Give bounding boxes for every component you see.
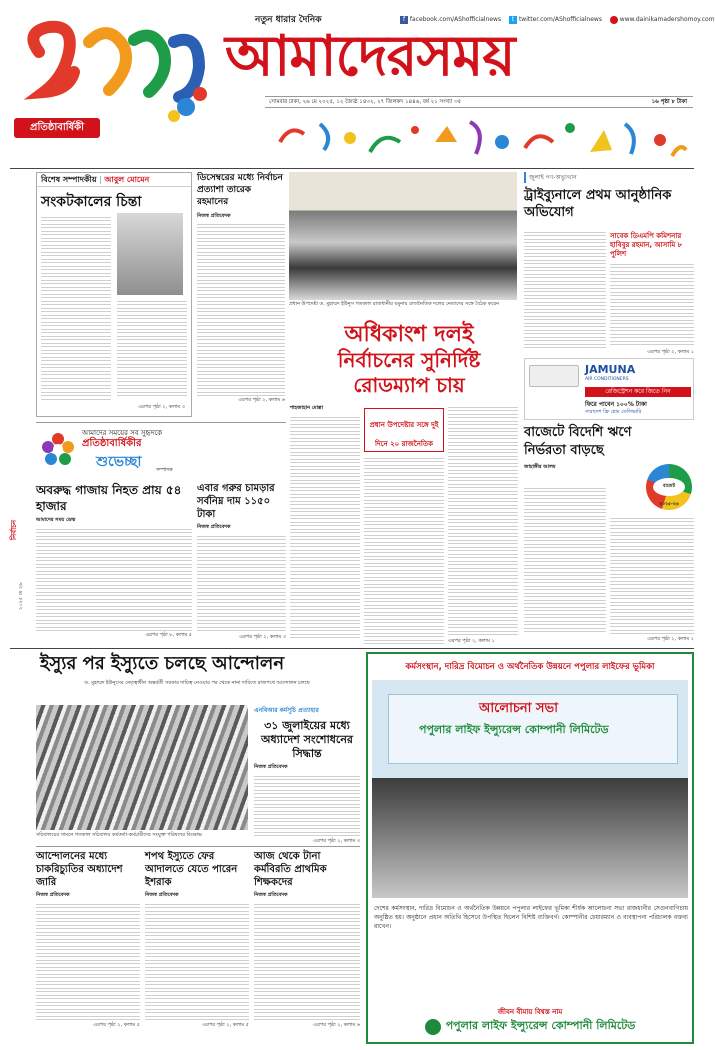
editorial-author-photo: [117, 213, 183, 295]
popular-life-ad[interactable]: [366, 652, 694, 1044]
jamuna-offer2: ফিরে পাবেন ১০০% টাকা: [585, 401, 647, 408]
lead-story-col1: [290, 405, 360, 645]
editorial-headline: সংকটকালের চিন্তা: [41, 194, 142, 210]
election-cont: এরপর পৃষ্ঠা ২, কলাম ৬: [238, 397, 285, 403]
leather-story: [197, 482, 286, 644]
editorial-box: [36, 172, 192, 417]
popular-ad-logo-icon: [425, 1019, 441, 1035]
lead-headline-line2: নির্বাচনের সুনির্দিষ্ট: [337, 348, 481, 372]
movement-headline: ইস্যুর পর ইস্যুতে চলছে আন্দোলন: [40, 653, 285, 674]
popular-ad-company: পপুলার লাইফ ইন্স্যুরেন্স কোম্পানী লিমিটেড: [445, 1019, 636, 1032]
lead-body-1: [290, 415, 360, 640]
anniversary-label: প্রতিষ্ঠাবার্ষিকী: [30, 122, 84, 133]
budget-byline: জাহাঙ্গীর আলম: [524, 464, 556, 470]
lead-headline-line3: রোডম্যাপ চায়: [353, 373, 465, 397]
web-icon: [610, 16, 618, 24]
editorial-kicker-bar: বিশেষ সম্পাদকীয় | আবুল মোমেন: [37, 173, 191, 187]
leather-body: [197, 534, 286, 634]
lead-body-2: [364, 456, 444, 644]
dateline: সোমবার ঢাকা, ২৬ মে ২০২৫, ১২ জ্যৈষ্ঠ ১৪৩২, ২৭ জিলকদ ১৪৪৬, বর্ষ ২১ সংখ্যা ৩৫: [269, 99, 462, 105]
lead-headline-line1: অধিকাংশ দলই: [344, 322, 474, 347]
tribunal-kicker: জুলাই গণ-অভ্যুত্থান: [524, 172, 694, 183]
popular-ad-banner-company: পপুলার লাইফ ইন্স্যুরেন্স কোম্পানী লিমিটেড: [419, 723, 609, 736]
editorial-kicker: বিশেষ সম্পাদকীয়: [41, 175, 97, 184]
greeting-line3: শুভেচ্ছা: [96, 454, 142, 470]
twitter-icon: t: [509, 16, 517, 24]
tribunal-headline: ট্রাইব্যুনালে প্রথম আনুষ্ঠানিক অভিযোগ: [524, 188, 672, 220]
gaza-byline: আমাদের সময় ডেস্ক: [36, 517, 76, 523]
tribunal-body-right: [610, 262, 694, 347]
tribunal-story: [524, 172, 694, 357]
facebook-icon: f: [400, 16, 408, 24]
masthead-tagline: নতুন ধারার দৈনিক: [255, 15, 322, 25]
twitter-link[interactable]: twitter.com/AShofficialnews: [518, 16, 602, 23]
ordinance-story: [254, 705, 360, 843]
masthead-title: আমাদেরসময়: [225, 23, 515, 89]
lead-cont: এরপর পৃষ্ঠা ২, কলাম ১: [448, 638, 495, 644]
website-link[interactable]: www.dainikamadershomoy.com: [619, 16, 715, 23]
dateline-bar: [265, 96, 693, 108]
editorial-author: আবুল মোমেন: [104, 175, 150, 184]
jamuna-ac-icon: [529, 365, 579, 387]
jamuna-brand: JAMUNA: [585, 363, 636, 376]
tribunal-body-left: [524, 230, 606, 350]
editorial-body-left: [41, 215, 111, 400]
bottom-story-1-headline: আন্দোলনের মধ্যে চাকরিচ্যুতির অধ্যাদেশ জারি: [36, 851, 123, 888]
greeting-line1: আমাদের সময়ের সব সুহৃদকে: [82, 429, 163, 437]
lead-photo: [289, 172, 517, 300]
lead-photo-caption: প্রধান উপদেষ্টা ড. মুহাম্মদ ইউনূস গতকাল রাজধানীর যমুনায় রাজনৈতিক দলের নেতাদের সঙ্গে বৈঠক করেন: [289, 301, 500, 307]
lead-box-text: প্রধান উপদেষ্টার সঙ্গে দুই দিনে ২০ রাজনৈতিক: [369, 421, 439, 448]
bottom-story-2-headline: শপথ ইস্যুতে ফের আদালতে যেতে পারেন ইশরাক: [145, 851, 238, 888]
bottom-story-3-cont: এরপর পৃষ্ঠা ২, কলাম ৬: [313, 1022, 360, 1028]
anniversary-logo: [14, 12, 214, 132]
gaza-body: [36, 527, 192, 632]
greeting-line2: প্রতিষ্ঠাবার্ষিকীর: [82, 438, 142, 449]
bottom-story-3: [254, 850, 360, 1040]
greeting-sign: সম্পাদক: [156, 467, 173, 473]
leather-byline: নিজস্ব প্রতিবেদক: [197, 524, 231, 530]
bottom-story-2: [145, 850, 249, 1040]
ordinance-headline: ৩১ জুলাইয়ের মধ্যে অধ্যাদেশ সংশোধনের সিদ্ধান্ত: [261, 719, 353, 760]
movement-deck: ড. মুহাম্মদ ইউনূসের নেতৃত্বাধীন অন্তর্বর্তী সরকার দায়িত্ব নেওয়ার পর থেকে নানা দাবিতে রাজপথে আন্দোলন চলছে: [84, 680, 310, 686]
lead-headline: [300, 322, 518, 398]
bottom-story-2-cont: এরপর পৃষ্ঠা ২, কলাম ৫: [202, 1022, 249, 1028]
jamuna-sub: AIR CONDITIONERS: [585, 377, 629, 382]
social-bar: [400, 14, 715, 26]
confetti-shapes: [280, 122, 686, 156]
popular-ad-banner: [388, 694, 678, 764]
budget-body-left: [524, 486, 606, 634]
gaza-cont: এরপর পৃষ্ঠা ৮, কলাম ৫: [145, 632, 192, 638]
bottom-story-2-body: [145, 902, 249, 1022]
bottom-story-3-headline: আজ থেকে টানা কর্মবিরতি প্রাথমিক শিক্ষকদের: [254, 851, 327, 888]
pages-price: ১৬ পৃষ্ঠা ৮ টাকা: [651, 99, 687, 105]
budget-body-right: [610, 516, 694, 634]
editorial-cont: এরপর পৃষ্ঠা ২, কলাম ৩: [138, 404, 185, 410]
confetti-decoration: [270, 112, 690, 166]
bottom-story-1-cont: এরপর পৃষ্ঠা ২, কলাম ৫: [93, 1022, 140, 1028]
election-headline: ডিসেম্বরের মধ্যে নির্বাচন প্রত্যাশা তারেক রহমানের: [197, 173, 283, 207]
tribunal-cont: এরপর পৃষ্ঠা ২, কলাম ১: [647, 349, 694, 355]
movement-photo: [36, 705, 248, 830]
greeting-box: [36, 425, 196, 477]
anniversary-label-box: [14, 118, 100, 138]
jamuna-offer: রেজিস্ট্রেশন করে জিতে নিন: [585, 387, 691, 397]
bottom-story-2-byline: নিজস্ব প্রতিবেদক: [145, 892, 179, 898]
bottom-story-3-body: [254, 902, 360, 1022]
movement-photo-caption: সচিবালয়ের সামনে গতকাল সচিবালয় কর্মকর্তা-কর্মচারীদের সংযুক্ত পরিষদের বিক্ষোভ: [36, 832, 202, 838]
budget-badge: [646, 464, 692, 510]
jamuna-ad[interactable]: [524, 358, 694, 420]
leather-cont: এরপর পৃষ্ঠা ২, কলাম ৩: [239, 634, 286, 640]
bottom-story-1-byline: নিজস্ব প্রতিবেদক: [36, 892, 70, 898]
vertical-date-text: ২০২৫ মে ২৬: [18, 582, 24, 610]
popular-ad-footer: [368, 1016, 692, 1042]
election-body: [197, 222, 285, 397]
anniversary-number-art: [14, 12, 214, 132]
vertical-label-text: নির্বাচন: [10, 519, 18, 540]
popular-ad-title: কর্মসংস্থান, দারিদ্র বিমোচন ও অর্থনৈতিক উন্নয়নে পপুলার লাইফের ভূমিকা: [405, 662, 655, 672]
gaza-story: [36, 482, 192, 644]
budget-badge-label: বাজেট ২০২৫-২৬: [653, 478, 685, 496]
leather-headline: এবার গরুর চামড়ার সর্বনিম্ন দাম ১১৫০ টাকা: [197, 483, 275, 520]
popular-ad-banner-title: আলোচনা সভা: [479, 701, 558, 716]
facebook-link[interactable]: facebook.com/AShofficialnews: [409, 16, 502, 23]
lead-body-3: [448, 405, 518, 637]
editorial-body-right: [117, 299, 187, 399]
budget-headline: বাজেটে বিদেশি ঋণে নির্ভরতা বাড়ছে: [524, 425, 632, 458]
ordinance-kicker: এনবিআর কর্মসূচি প্রত্যাহার: [254, 707, 319, 714]
gaza-headline: অবরুদ্ধ গাজায় নিহত প্রায় ৫৪ হাজার: [36, 483, 182, 513]
budget-story: [524, 424, 694, 646]
budget-cont: এরপর পৃষ্ঠা ২, কলাম ২: [647, 636, 694, 642]
lead-box: [364, 408, 444, 452]
ordinance-byline: নিজস্ব প্রতিবেদক: [254, 764, 288, 770]
ordinance-cont: এরপর পৃষ্ঠা ২, কলাম ৩: [313, 838, 360, 844]
popular-ad-tag: জীবন বীমায় বিশ্বস্ত নাম: [497, 1008, 563, 1016]
tribunal-sub: সাবেক ডিএমপি কমিশনার হাবিবুর রহমান, আসামি ৮ পুলিশ: [610, 232, 683, 258]
jamuna-hotline: সারাদেশ ফ্রি হোম ডেলিভারি: [585, 409, 642, 415]
vertical-label: [6, 500, 30, 620]
election-story: [197, 172, 285, 420]
bottom-story-1: [36, 850, 140, 1040]
ordinance-body: [254, 774, 360, 838]
greeting-flower-icon: [38, 429, 78, 469]
lead-byline: শাহজাহান মোল্লা: [290, 405, 324, 411]
bottom-story-1-body: [36, 902, 140, 1022]
election-byline: নিজস্ব প্রতিবেদক: [197, 213, 231, 219]
popular-ad-body: দেশের কর্মসংস্থান, দারিদ্র বিমোচন ও অর্থনৈতিক উন্নয়নে পপুলার লাইফের ভূমিকা শীর্ষক আলোচনা সভা রাজধানীর সেগুনবাগিচায় অনুষ্ঠিত হয়। অনুষ্ঠানে প্রধান অতিথি হিসেবে উপস্থিত ছিলেন বিশিষ্ট ব্যক্তিবর্গ। কোম্পানীর চেয়ারম্যান ও ব্যবস্থাপনা পরিচালক বক্তব্য রাখেন।: [374, 905, 688, 930]
bottom-story-3-byline: নিজস্ব প্রতিবেদক: [254, 892, 288, 898]
